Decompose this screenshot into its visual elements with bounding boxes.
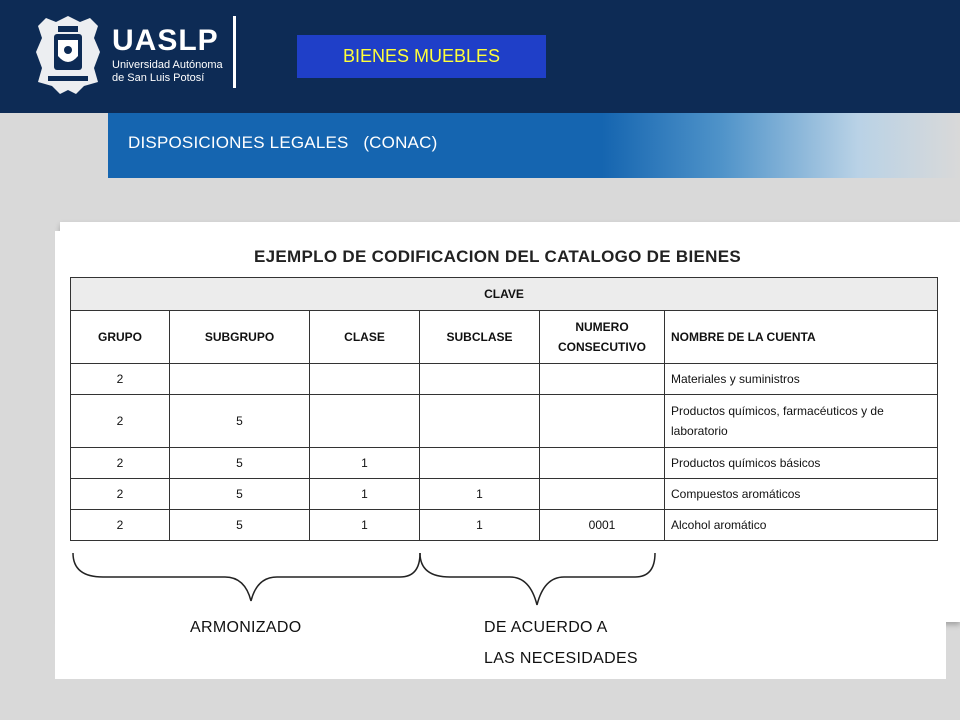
cell: 5 bbox=[170, 448, 310, 479]
brace-right bbox=[420, 553, 655, 605]
subheader-title: DISPOSICIONES LEGALES (CONAC) bbox=[128, 133, 438, 152]
logo-name: UASLP bbox=[112, 24, 219, 57]
cell: 1 bbox=[310, 479, 420, 510]
header-bar bbox=[0, 0, 960, 113]
document-title: EJEMPLO DE CODIFICACION DEL CATALOGO DE BIENES bbox=[254, 247, 742, 266]
cell: 2 bbox=[71, 448, 170, 479]
section-tag: BIENES MUEBLES bbox=[297, 35, 546, 78]
grouping-braces bbox=[55, 231, 946, 679]
logo-divider bbox=[233, 16, 236, 88]
document-image bbox=[55, 231, 946, 679]
label-armonizado: ARMONIZADO bbox=[190, 619, 302, 636]
cell: 1 bbox=[420, 479, 540, 510]
cell: 5 bbox=[170, 479, 310, 510]
column-header: SUBCLASE bbox=[420, 311, 540, 364]
column-header: NUMERO CONSECUTIVO bbox=[540, 311, 665, 364]
uaslp-logo-text bbox=[112, 26, 223, 85]
cell: 2 bbox=[71, 479, 170, 510]
cell: 1 bbox=[310, 510, 420, 541]
clave-header: CLAVE bbox=[71, 278, 938, 311]
column-header: SUBGRUPO bbox=[170, 311, 310, 364]
column-header: GRUPO bbox=[71, 311, 170, 364]
label-necesidades: LAS NECESIDADES bbox=[484, 650, 638, 667]
cell: Alcohol aromático bbox=[665, 510, 938, 541]
label-de-acuerdo: DE ACUERDO A bbox=[484, 619, 608, 636]
cell: 5 bbox=[170, 395, 310, 448]
cell: 5 bbox=[170, 510, 310, 541]
cell: Productos químicos, farmacéuticos y de laboratorio bbox=[665, 395, 938, 448]
cell: 1 bbox=[310, 448, 420, 479]
logo-subtitle-1: Universidad Autónoma bbox=[112, 59, 223, 71]
cell: Materiales y suministros bbox=[665, 364, 938, 395]
subheader-bar bbox=[108, 113, 960, 178]
cell: 1 bbox=[420, 510, 540, 541]
uaslp-shield-icon bbox=[32, 12, 104, 96]
cell: 2 bbox=[71, 364, 170, 395]
cell: 2 bbox=[71, 395, 170, 448]
cell: 0001 bbox=[540, 510, 665, 541]
column-header: NOMBRE DE LA CUENTA bbox=[665, 311, 938, 364]
column-header: CLASE bbox=[310, 311, 420, 364]
cell: Compuestos aromáticos bbox=[665, 479, 938, 510]
logo-subtitle-2: de San Luis Potosí bbox=[112, 72, 205, 84]
cell: 2 bbox=[71, 510, 170, 541]
brace-left bbox=[73, 553, 420, 601]
cell: Productos químicos básicos bbox=[665, 448, 938, 479]
